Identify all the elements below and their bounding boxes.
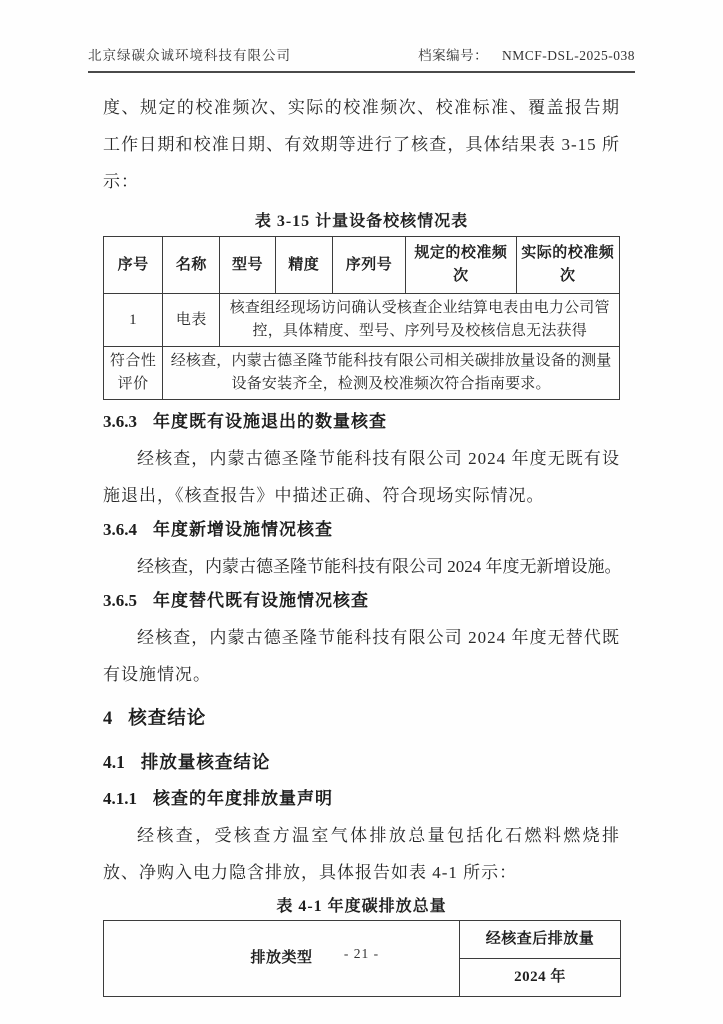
chapter-title: 核查结论 [128,709,207,729]
cell-verified-emission-header: 经核查后排放量 [460,921,621,959]
col-header-actual-freq: 实际的校准频次 [516,237,619,294]
cell-conformity-note: 经核查，内蒙古德圣隆节能科技有限公司相关碳排放量设备的测量设备安装齐全，检测及校准频次符合指南要求。 [163,347,620,400]
section-title: 核查的年度排放量声明 [153,789,333,808]
section-3-6-3-paragraph: 经核查，内蒙古德圣隆节能科技有限公司 2024 年度无既有设施退出，《核查报告》中描述正确、符合现场实际情况。 [103,449,620,505]
section-3-6-5-heading [103,589,620,613]
chapter-number: 4 [103,709,113,729]
section-3-6-5-paragraph: 经核查，内蒙古德圣隆节能科技有限公司 2024 年度无替代既有设施情况。 [103,628,620,684]
section-3-6-4-paragraph: 经核查，内蒙古德圣隆节能科技有限公司 2024 年度无新增设施。 [137,557,622,576]
section-title: 年度既有设施退出的数量核查 [153,412,387,431]
section-number: 3.6.4 [103,520,137,539]
col-header-serial: 序列号 [332,237,405,294]
col-header-required-freq: 规定的校准频次 [406,237,516,294]
file-number-value: NMCF-DSL-2025-038 [501,48,635,63]
chapter-4-heading [103,705,620,733]
section-4-1-1-heading [103,787,620,811]
company-name: 北京绿碳众诚环境科技有限公司 [88,48,291,63]
section-number: 4.1 [103,752,125,772]
document-header [88,44,635,73]
col-header-name: 名称 [163,237,220,294]
col-header-precision: 精度 [275,237,332,294]
table-3-15-title: 表 3-15 计量设备校核情况表 [254,213,469,230]
section-3-6-4-heading [103,518,620,542]
cell-emission-type: 排放类型 [104,921,460,997]
table-row [104,347,620,400]
cell-year: 2024 年 [460,959,621,997]
section-number: 3.6.5 [103,591,137,610]
cell-conformity-label: 符合性评价 [104,347,163,400]
section-title: 年度替代既有设施情况核查 [153,591,369,610]
document-body [88,89,635,997]
file-number-label: 档案编号： [418,48,489,63]
section-4-1-1-paragraph: 经核查，受核查方温室气体排放总量包括化石燃料燃烧排放、净购入电力隐含排放，具体报告如表 4-1 所示： [103,826,620,882]
file-number [418,44,635,64]
cell-note: 核查组经现场访问确认受核查企业结算电表由电力公司管控，具体精度、型号、序列号及校核信息无法获得 [220,294,620,347]
section-4-1-heading [103,750,620,774]
section-3-6-3-heading [103,410,620,434]
section-number: 3.6.3 [103,412,137,431]
col-header-seq: 序号 [104,237,163,294]
table-3-15 [103,236,620,400]
table-4-1-title: 表 4-1 年度碳排放总量 [276,898,447,915]
table-row [104,237,620,294]
cell-name: 电表 [163,294,220,347]
page-number: - 21 - [343,946,380,961]
table-row [104,294,620,347]
section-title: 排放量核查结论 [140,752,271,772]
section-number: 4.1.1 [103,789,137,808]
col-header-model: 型号 [220,237,275,294]
cell-seq: 1 [104,294,163,347]
intro-paragraph: 度、规定的校准频次、实际的校准频次、校准标准、覆盖报告期工作日期和校准日期、有效期等进行了核查，具体结果表 3-15 所示： [103,98,620,191]
section-title: 年度新增设施情况核查 [153,520,333,539]
